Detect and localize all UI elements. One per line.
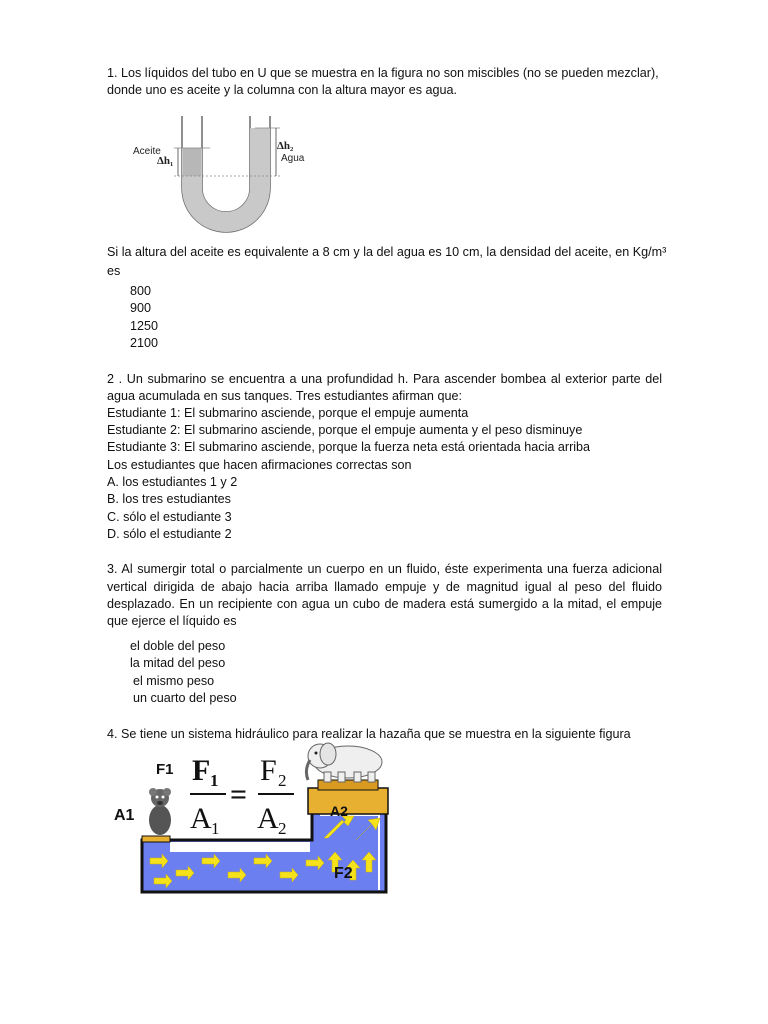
q2-text-line-2: agua acumulada en sus tanques. Tres estudiantes afirman que: [107, 389, 462, 403]
mouse-figure [149, 788, 171, 835]
formula-num-1: F [192, 754, 211, 787]
q1-question-line-2: es [107, 264, 121, 278]
q3-option-1: el doble del peso [130, 639, 226, 653]
pascal-formula [190, 754, 294, 838]
u-tube-figure [130, 108, 320, 236]
q3-option-3: el mismo peso [133, 674, 215, 688]
q3-option-2: la mitad del peso [130, 656, 226, 670]
q1-option-2: 900 [130, 301, 152, 315]
oil-label: Aceite [133, 146, 161, 157]
formula-den-1-sub: 1 [211, 819, 220, 838]
dh2-label: Δh₂ [277, 140, 294, 152]
q2-statement-1: Estudiante 1: El submarino asciende, porque el empuje aumenta [107, 406, 469, 420]
formula-den-2: A [257, 802, 279, 835]
q1-option-4: 2100 [130, 336, 159, 350]
q2-option-d: D. sólo el estudiante 2 [107, 527, 232, 541]
formula-equals: = [230, 778, 248, 811]
formula-num-2-sub: 2 [278, 771, 287, 790]
a2-label: A2 [330, 803, 348, 819]
q3-option-4: un cuarto del peso [133, 691, 237, 705]
q1-text-line-2: donde uno es aceite y la columna con la altura mayor es agua. [107, 83, 458, 97]
formula-den-2-sub: 2 [278, 819, 287, 838]
q1-option-1: 800 [130, 284, 152, 298]
q2-option-a: A. los estudiantes 1 y 2 [107, 475, 238, 489]
q1-text-line-1: 1. Los líquidos del tubo en U que se muestra en la figura no son miscibles (no se pueden mezclar), [107, 66, 659, 80]
dh1-label: Δh₁ [157, 155, 174, 167]
formula-den-1: A [190, 802, 212, 835]
a1-label: A1 [114, 807, 135, 824]
f1-label: F1 [156, 761, 174, 778]
q4-text-line-1: 4. Se tiene un sistema hidráulico para realizar la hazaña que se muestra en la siguiente figura [107, 727, 631, 741]
q3-text-line-4: que ejerce el líquido es [107, 614, 237, 628]
q3-text-line-3: desplazado. En un recipiente con agua un cubo de madera está sumergido a la mitad, el empuje [107, 597, 662, 611]
f2-label: F2 [334, 865, 353, 882]
q2-statement-3: Estudiante 3: El submarino asciende, porque la fuerza neta está orientada hacia arriba [107, 440, 591, 454]
q3-text-line-2: vertical dirigida de abajo hacia arriba llamado empuje y de magnitud igual al peso del fluido [107, 580, 662, 594]
formula-num-1-sub: 1 [210, 771, 219, 790]
q1-option-3: 1250 [130, 319, 159, 333]
q2-statement-2: Estudiante 2: El submarino asciende, porque el empuje aumenta y el peso disminuye [107, 423, 583, 437]
hydraulic-figure [110, 740, 400, 898]
q2-option-c: C. sólo el estudiante 3 [107, 510, 232, 524]
q2-prompt: Los estudiantes que hacen afirmaciones correctas son [107, 458, 412, 472]
water-label: Agua [281, 153, 305, 164]
elephant-figure [306, 743, 382, 782]
q3-text-line-1: 3. Al sumergir total o parcialmente un cuerpo en un fluido, éste experimenta una fuerza adicional [107, 562, 662, 576]
formula-num-2: F [260, 754, 277, 787]
q2-option-b: B. los tres estudiantes [107, 492, 231, 506]
q2-text-line-1: 2 . Un submarino se encuentra a una profundidad h. Para ascender bombea al exterior parte del [107, 372, 662, 386]
q1-question-line-1: Si la altura del aceite es equivalente a 8 cm y la del agua es 10 cm, la densidad del aceite, en Kg/m³ [107, 245, 667, 259]
